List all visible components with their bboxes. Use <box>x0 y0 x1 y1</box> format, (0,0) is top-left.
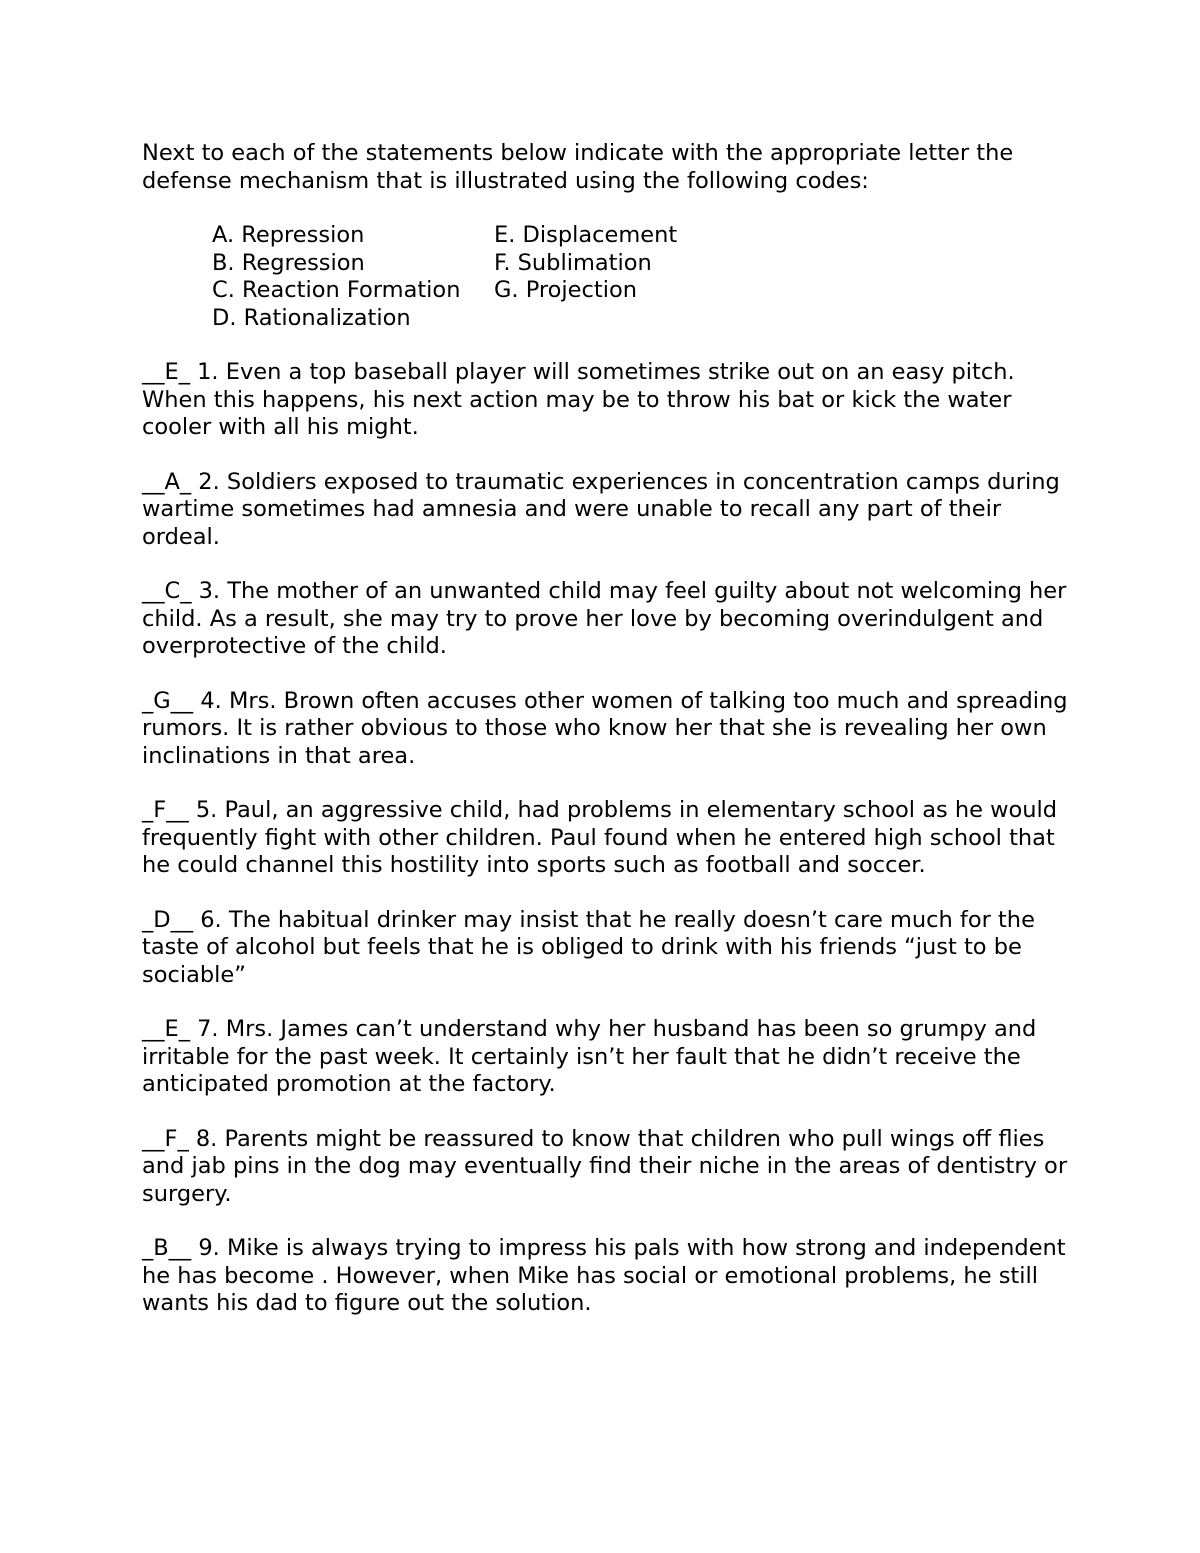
code-e: E. Displacement <box>494 222 678 248</box>
code-f: F. Sublimation <box>494 249 652 276</box>
question-2: __A_ 2. Soldiers exposed to traumatic experiences in concentration camps during wartime sometimes had amnesia and were unable to recall any part of their ordeal. <box>142 468 1060 550</box>
code-g: G. Projection <box>494 277 637 303</box>
instructions: Next to each of the statements below indicate with the appropriate letter the defense mechanism that is illustrated using the following codes: <box>142 140 1014 194</box>
document-page <box>142 140 1072 1345</box>
code-empty <box>494 305 794 333</box>
question-6: _D__ 6. The habitual drinker may insist that he really doesn’t care much for the taste of alcohol but feels that he is obliged to drink with his friends “just to be sociable” <box>142 906 1035 988</box>
question-8: __F_ 8. Parents might be reassured to know that children who pull wings off flies and jab pins in the dog may eventually find their niche in the areas of dentistry or surgery. <box>142 1125 1068 1207</box>
question-1: __E_ 1. Even a top baseball player will sometimes strike out on an easy pitch. When this happens, his next action may be to throw his bat or kick the water cooler with all his might. <box>142 359 1015 440</box>
code-b: B. Regression <box>212 249 365 276</box>
code-a: A. Repression <box>212 222 365 248</box>
question-3: __C_ 3. The mother of an unwanted child may feel guilty about not welcoming her child. As a result, she may try to prove her love by becoming overindulgent and overprotective of the child. <box>142 578 1067 659</box>
question-4: _G__ 4. Mrs. Brown often accuses other women of talking too much and spreading rumors. It is rather obvious to those who know her that she is revealing her own inclinations in that area. <box>142 687 1068 769</box>
code-d: D. Rationalization <box>212 304 411 331</box>
question-7: __E_ 7. Mrs. James can’t understand why her husband has been so grumpy and irritable for the past week. It certainly isn’t her fault that he didn’t receive the anticipated promotion at the factory. <box>142 1016 1037 1097</box>
code-c: C. Reaction Formation <box>212 277 461 303</box>
question-9: _B__ 9. Mike is always trying to impress his pals with how strong and independent he has become . However, when Mike has social or emotional problems, he still wants his dad to figure out the solution. <box>142 1235 1066 1316</box>
code-list <box>212 222 1072 332</box>
question-5: _F__ 5. Paul, an aggressive child, had problems in elementary school as he would frequently fight with other children. Paul found when he entered high school that he could channel this hostility into sports such as football and soccer. <box>142 797 1058 878</box>
